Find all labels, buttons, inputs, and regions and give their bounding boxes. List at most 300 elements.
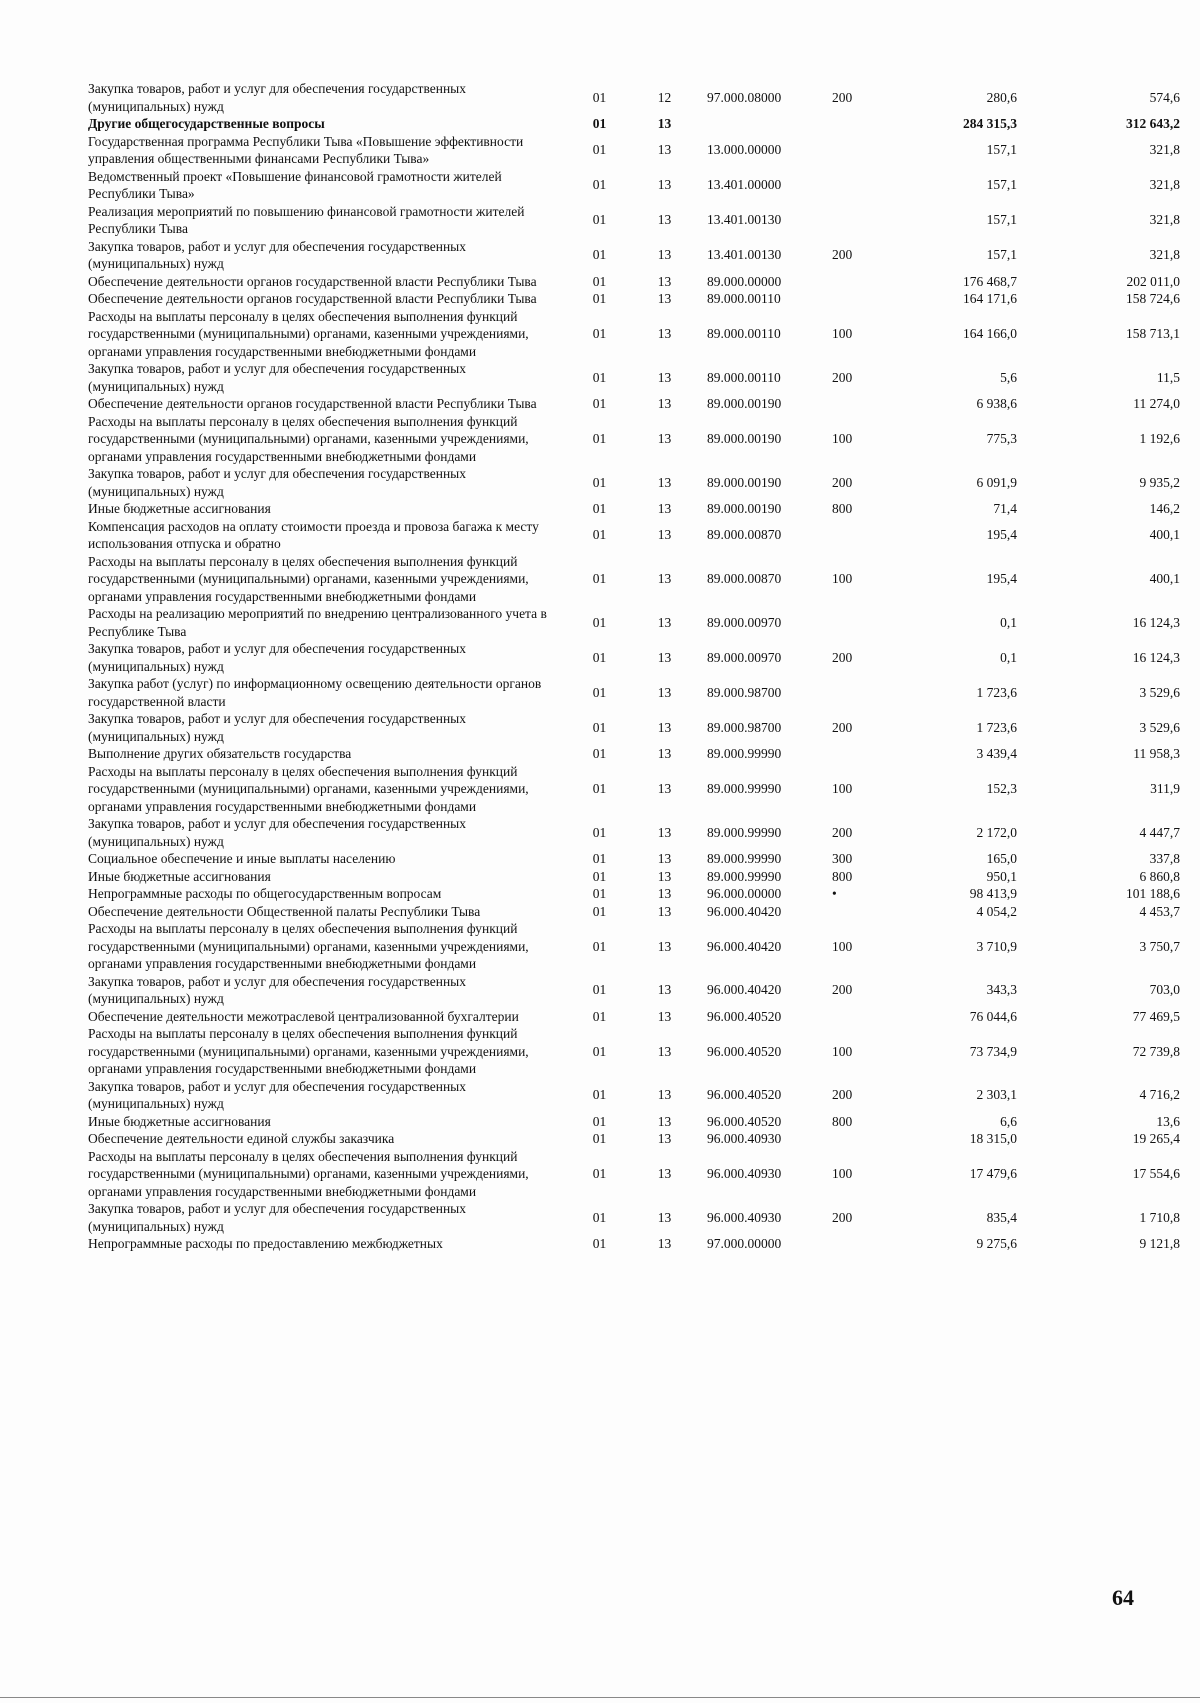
row-subsection: 13: [657, 527, 672, 543]
row-section: 01: [592, 396, 607, 411]
row-amount-2: 337,8: [1149, 851, 1180, 866]
row-expense-type: [832, 518, 887, 553]
row-section: 01: [592, 1113, 607, 1129]
row-section: 01: [592, 1166, 607, 1181]
row-target-article: 89.000.99990: [707, 868, 782, 884]
row-amount-1: 157,1: [986, 247, 1017, 263]
row-amount-2: 6 860,8: [1139, 868, 1180, 884]
row-target-article: 96.000.40930: [707, 1131, 782, 1146]
row-target-article: 89.000.00190: [707, 501, 782, 516]
row-name: Социальное обеспечение и иные выплаты населению: [88, 851, 396, 866]
row-amount-1: 98 413,9: [969, 886, 1017, 901]
row-amount-1: 157,1: [986, 142, 1017, 158]
row-amount-1: 775,3: [986, 431, 1017, 446]
row-section: 01: [592, 1008, 607, 1024]
row-name: Иные бюджетные ассигнования: [88, 501, 271, 516]
row-subsection: 13: [657, 649, 672, 665]
row-subsection: 13: [657, 177, 672, 193]
row-section: 01: [592, 1236, 607, 1251]
row-target-article: 96.000.40520: [707, 1008, 782, 1024]
table-row: [88, 553, 1190, 606]
row-target-article: 89.000.00110: [707, 326, 781, 341]
row-subsection: 13: [657, 868, 672, 884]
row-amount-1: 176 468,7: [963, 273, 1017, 289]
row-section: 01: [592, 431, 607, 446]
row-section: 01: [592, 649, 607, 665]
row-target-article: [697, 115, 832, 133]
row-amount-1: 950,1: [986, 868, 1017, 884]
table-row: [88, 920, 1190, 973]
row-name: Расходы на выплаты персоналу в целях обеспечения выполнения функций государственными (муниципальными) органами, казенными учреждениями, органами управления государственными внебюджетными фондами: [88, 553, 529, 604]
row-amount-2: 311,9: [1150, 781, 1180, 796]
row-amount-2: 16 124,3: [1132, 649, 1180, 665]
row-amount-2: 4 447,7: [1139, 824, 1180, 840]
row-target-article: 89.000.00110: [707, 369, 781, 385]
row-amount-1: 284 315,3: [963, 116, 1017, 131]
row-section: 01: [592, 177, 607, 193]
row-section: 01: [592, 1043, 607, 1059]
row-amount-1: 9 275,6: [976, 1236, 1017, 1251]
row-name: Обеспечение деятельности органов государственной власти Республики Тыва: [88, 291, 537, 306]
row-target-article: 96.000.40420: [707, 982, 782, 998]
row-target-article: 89.000.00190: [707, 474, 782, 490]
row-amount-2: 312 643,2: [1126, 116, 1180, 131]
row-amount-2: 4 453,7: [1139, 903, 1180, 919]
row-amount-2: 703,0: [1149, 982, 1180, 998]
row-amount-1: 164 171,6: [963, 291, 1017, 306]
table-row: [88, 395, 1190, 413]
row-expense-type: 100: [832, 938, 853, 954]
row-name: Иные бюджетные ассигнования: [88, 868, 271, 884]
table-row: [88, 1078, 1190, 1113]
row-target-article: 96.000.40930: [707, 1209, 782, 1225]
row-target-article: 89.000.00000: [707, 273, 782, 289]
row-expense-type: 200: [832, 824, 853, 840]
row-section: 01: [592, 614, 607, 630]
row-subsection: 13: [657, 291, 672, 306]
row-section: 01: [592, 781, 607, 796]
row-target-article: 96.000.40420: [707, 903, 782, 919]
row-subsection: 13: [657, 684, 672, 700]
row-amount-1: 3 710,9: [976, 938, 1017, 954]
row-amount-2: 3 529,6: [1139, 719, 1180, 735]
row-expense-type: [832, 903, 887, 921]
row-amount-1: 0,1: [1000, 649, 1017, 665]
row-subsection: 12: [657, 89, 672, 105]
row-section: 01: [592, 684, 607, 700]
row-section: 01: [592, 501, 607, 516]
row-subsection: 13: [657, 326, 672, 341]
row-name: Расходы на выплаты персоналу в целях обеспечения выполнения функций государственными (муниципальными) органами, казенными учреждениями, органами управления государственными внебюджетными фондами: [88, 413, 529, 464]
row-amount-2: 158 724,6: [1126, 291, 1180, 306]
row-target-article: 89.000.99990: [707, 851, 782, 866]
table-row: [88, 903, 1190, 921]
row-subsection: 13: [657, 1131, 672, 1146]
row-target-article: 13.401.00130: [707, 212, 782, 228]
row-subsection: 13: [657, 614, 672, 630]
row-name: Закупка товаров, работ и услуг для обеспечения государственных (муниципальных) нужд: [88, 711, 467, 744]
row-name: Расходы на выплаты персоналу в целях обеспечения выполнения функций государственными (муниципальными) органами, казенными учреждениями, органами управления государственными внебюджетными фондами: [88, 1148, 529, 1199]
row-section: 01: [592, 903, 607, 919]
row-expense-type: 100: [832, 326, 853, 341]
table-row: [88, 1148, 1190, 1201]
row-subsection: 13: [657, 886, 672, 901]
row-subsection: 13: [657, 1043, 672, 1059]
row-amount-2: 77 469,5: [1132, 1008, 1180, 1024]
table-row: [88, 745, 1190, 763]
row-section: 01: [592, 291, 607, 306]
row-name: Реализация мероприятий по повышению финансовой грамотности жителей Республики Тыва: [88, 203, 525, 236]
row-amount-1: 6 091,9: [976, 474, 1017, 490]
row-expense-type: 800: [832, 868, 853, 884]
row-subsection: 13: [657, 1166, 672, 1181]
row-amount-2: 146,2: [1149, 501, 1180, 516]
table-row: [88, 763, 1190, 816]
table-row: [88, 80, 1190, 115]
row-amount-2: 321,8: [1149, 212, 1180, 228]
budget-table: [88, 80, 1190, 1253]
row-target-article: 89.000.99990: [707, 746, 782, 761]
row-subsection: 13: [657, 369, 672, 385]
row-section: 01: [592, 1209, 607, 1225]
table-row: [88, 115, 1190, 133]
row-subsection: 13: [657, 938, 672, 954]
row-name: Закупка товаров, работ и услуг для обеспечения государственных (муниципальных) нужд: [88, 81, 467, 114]
row-amount-2: 4 716,2: [1139, 1087, 1180, 1103]
row-name: Компенсация расходов на оплату стоимости проезда и провоза багажа к месту использования отпуска и обратно: [88, 518, 539, 551]
row-amount-1: 71,4: [993, 501, 1017, 516]
row-amount-2: 321,8: [1149, 177, 1180, 193]
row-amount-2: 101 188,6: [1126, 886, 1180, 901]
row-section: 01: [592, 247, 607, 263]
row-target-article: 13.401.00130: [707, 247, 782, 263]
row-section: 01: [592, 273, 607, 289]
row-amount-2: 400,1: [1149, 571, 1180, 586]
row-section: 01: [592, 851, 607, 866]
row-target-article: 96.000.40520: [707, 1113, 782, 1129]
row-target-article: 89.000.00970: [707, 614, 782, 630]
row-expense-type: 800: [832, 501, 853, 516]
row-section: 01: [592, 719, 607, 735]
row-expense-type: 100: [832, 781, 853, 796]
row-amount-1: 157,1: [986, 212, 1017, 228]
row-expense-type: [832, 675, 887, 710]
row-expense-type: [832, 203, 887, 238]
row-section: 01: [592, 1087, 607, 1103]
table-body: [88, 80, 1190, 1253]
row-subsection: 13: [657, 781, 672, 796]
row-target-article: 89.000.00970: [707, 649, 782, 665]
row-expense-type: 200: [832, 719, 853, 735]
row-name: Закупка работ (услуг) по информационному освещению деятельности органов государственной власти: [88, 676, 542, 709]
row-amount-1: 3 439,4: [976, 746, 1017, 761]
row-amount-1: 4 054,2: [976, 903, 1017, 919]
row-amount-2: 202 011,0: [1126, 273, 1180, 289]
row-subsection: 13: [657, 1087, 672, 1103]
table-row: [88, 465, 1190, 500]
row-subsection: 13: [657, 273, 672, 289]
row-name: Выполнение других обязательств государства: [88, 746, 352, 761]
row-amount-2: 400,1: [1149, 527, 1180, 543]
table-row: [88, 710, 1190, 745]
row-amount-1: 17 479,6: [969, 1166, 1017, 1181]
table-row: [88, 973, 1190, 1008]
row-expense-type: [832, 1130, 887, 1148]
row-amount-2: 3 750,7: [1139, 938, 1180, 954]
row-amount-2: 158 713,1: [1126, 326, 1180, 341]
table-row: [88, 1235, 1190, 1253]
row-target-article: 96.000.40420: [707, 938, 782, 954]
row-name: Закупка товаров, работ и услуг для обеспечения государственных (муниципальных) нужд: [88, 973, 467, 1006]
row-target-article: 89.000.00870: [707, 527, 782, 543]
row-target-article: 89.000.99990: [707, 781, 782, 796]
row-expense-type: 200: [832, 369, 853, 385]
row-target-article: 96.000.00000: [707, 886, 782, 901]
row-amount-2: 9 121,8: [1139, 1236, 1180, 1251]
row-expense-type: 800: [832, 1113, 853, 1129]
row-name: Обеспечение деятельности органов государственной власти Республики Тыва: [88, 273, 537, 289]
row-subsection: 13: [657, 1236, 672, 1251]
row-amount-2: 72 739,8: [1132, 1043, 1180, 1059]
row-subsection: 13: [657, 247, 672, 263]
row-amount-2: 11 274,0: [1133, 396, 1180, 411]
row-amount-2: 1 710,8: [1139, 1209, 1180, 1225]
row-name: Непрограммные расходы по общегосударственным вопросам: [88, 886, 442, 901]
row-amount-1: 0,1: [1000, 614, 1017, 630]
row-amount-1: 76 044,6: [969, 1008, 1017, 1024]
bottom-rule: [0, 1697, 1200, 1698]
row-subsection: 13: [657, 431, 672, 446]
table-row: [88, 1130, 1190, 1148]
row-expense-type: [832, 290, 887, 308]
table-row: [88, 1025, 1190, 1078]
row-expense-type: 100: [832, 1166, 853, 1181]
row-name: Иные бюджетные ассигнования: [88, 1113, 271, 1129]
row-amount-1: 152,3: [986, 781, 1017, 796]
row-expense-type: [832, 745, 887, 763]
row-section: 01: [592, 824, 607, 840]
row-expense-type: 200: [832, 247, 853, 263]
row-section: 01: [592, 571, 607, 586]
table-row: [88, 290, 1190, 308]
table-row: [88, 815, 1190, 850]
row-amount-1: 73 734,9: [969, 1043, 1017, 1059]
row-amount-1: 6 938,6: [976, 396, 1017, 411]
table-row: [88, 1008, 1190, 1026]
row-amount-2: 17 554,6: [1132, 1166, 1180, 1181]
row-expense-type: 200: [832, 1209, 853, 1225]
row-name: Другие общегосударственные вопросы: [88, 116, 325, 131]
row-expense-type: [832, 273, 887, 291]
row-amount-1: 343,3: [986, 982, 1017, 998]
row-amount-1: 1 723,6: [976, 684, 1017, 700]
row-section: 01: [592, 326, 607, 341]
row-expense-type: [832, 168, 887, 203]
table-row: [88, 168, 1190, 203]
row-expense-type: 300: [832, 851, 853, 866]
table-row: [88, 850, 1190, 868]
row-section: 01: [592, 868, 607, 884]
row-target-article: 96.000.40520: [707, 1043, 782, 1059]
row-amount-2: 9 935,2: [1139, 474, 1180, 490]
row-subsection: 13: [657, 571, 672, 586]
row-expense-type: [832, 395, 887, 413]
row-target-article: 97.000.00000: [707, 1236, 782, 1251]
row-amount-2: 1 192,6: [1139, 431, 1180, 446]
row-target-article: 89.000.98700: [707, 684, 782, 700]
row-target-article: 89.000.00870: [707, 571, 782, 586]
row-section: 01: [592, 369, 607, 385]
row-section: 01: [592, 474, 607, 490]
table-row: [88, 203, 1190, 238]
row-expense-type: [832, 1008, 887, 1026]
row-expense-type: •: [832, 886, 837, 901]
row-name: Ведомственный проект «Повышение финансовой грамотности жителей Республики Тыва»: [88, 168, 502, 201]
row-expense-type: 200: [832, 474, 853, 490]
row-amount-1: 164 166,0: [963, 326, 1017, 341]
row-amount-1: 280,6: [986, 89, 1017, 105]
table-row: [88, 308, 1190, 361]
row-name: Закупка товаров, работ и услуг для обеспечения государственных (муниципальных) нужд: [88, 466, 467, 499]
table-row: [88, 500, 1190, 518]
row-subsection: 13: [657, 982, 672, 998]
row-amount-1: 165,0: [986, 851, 1017, 866]
row-expense-type: [832, 133, 887, 168]
row-subsection: 13: [657, 501, 672, 516]
row-expense-type: 200: [832, 982, 853, 998]
row-subsection: 13: [657, 903, 672, 919]
row-section: 01: [592, 1131, 607, 1146]
row-name: Закупка товаров, работ и услуг для обеспечения государственных (муниципальных) нужд: [88, 641, 467, 674]
row-name: Закупка товаров, работ и услуг для обеспечения государственных (муниципальных) нужд: [88, 238, 467, 271]
row-target-article: 96.000.40520: [707, 1087, 782, 1103]
row-subsection: 13: [657, 396, 672, 411]
row-amount-1: 835,4: [986, 1209, 1017, 1225]
row-name: Закупка товаров, работ и услуг для обеспечения государственных (муниципальных) нужд: [88, 1078, 467, 1111]
row-section: 01: [592, 116, 607, 131]
row-target-article: 89.000.00190: [707, 396, 782, 411]
row-expense-type: [832, 115, 887, 133]
row-section: 01: [592, 886, 607, 901]
table-row: [88, 605, 1190, 640]
row-subsection: 13: [657, 824, 672, 840]
row-expense-type: 200: [832, 1087, 853, 1103]
row-amount-2: 574,6: [1149, 89, 1180, 105]
table-row: [88, 675, 1190, 710]
table-row: [88, 360, 1190, 395]
table-row: [88, 868, 1190, 886]
row-target-article: 97.000.08000: [707, 89, 782, 105]
row-amount-2: 11,5: [1156, 369, 1180, 385]
row-subsection: 13: [657, 474, 672, 490]
row-name: Расходы на выплаты персоналу в целях обеспечения выполнения функций государственными (муниципальными) органами, казенными учреждениями, органами управления государственными внебюджетными фондами: [88, 308, 529, 359]
row-name: Закупка товаров, работ и услуг для обеспечения государственных (муниципальных) нужд: [88, 816, 467, 849]
row-name: Обеспечение деятельности единой службы заказчика: [88, 1131, 395, 1146]
row-subsection: 13: [657, 116, 672, 131]
row-subsection: 13: [657, 1209, 672, 1225]
row-amount-2: 321,8: [1149, 142, 1180, 158]
row-amount-1: 5,6: [1000, 369, 1017, 385]
table-row: [88, 885, 1190, 903]
row-target-article: 89.000.00110: [707, 291, 781, 306]
row-subsection: 13: [657, 719, 672, 735]
row-amount-1: 157,1: [986, 177, 1017, 193]
row-expense-type: 200: [832, 89, 853, 105]
row-amount-1: 1 723,6: [976, 719, 1017, 735]
row-name: Закупка товаров, работ и услуг для обеспечения государственных (муниципальных) нужд: [88, 1201, 467, 1234]
row-target-article: 13.401.00000: [707, 177, 782, 193]
row-target-article: 89.000.99990: [707, 824, 782, 840]
row-amount-1: 6,6: [1000, 1113, 1017, 1129]
row-name: Расходы на выплаты персоналу в целях обеспечения выполнения функций государственными (муниципальными) органами, казенными учреждениями, органами управления государственными внебюджетными фондами: [88, 1026, 529, 1076]
row-amount-2: 19 265,4: [1132, 1131, 1180, 1146]
row-section: 01: [592, 938, 607, 954]
row-name: Расходы на выплаты персоналу в целях обеспечения выполнения функций государственными (муниципальными) органами, казенными учреждениями, органами управления государственными внебюджетными фондами: [88, 763, 529, 814]
table-row: [88, 640, 1190, 675]
row-amount-1: 195,4: [986, 527, 1017, 543]
table-row: [88, 133, 1190, 168]
row-name: Обеспечение деятельности органов государственной власти Республики Тыва: [88, 396, 537, 411]
row-section: 01: [592, 982, 607, 998]
row-subsection: 13: [657, 746, 672, 761]
row-amount-2: 11 958,3: [1133, 746, 1180, 761]
table-row: [88, 1113, 1190, 1131]
row-name: Обеспечение деятельности Общественной палаты Республики Тыва: [88, 903, 481, 919]
row-name: Расходы на выплаты персоналу в целях обеспечения выполнения функций государственными (муниципальными) органами, казенными учреждениями, органами управления государственными внебюджетными фондами: [88, 921, 529, 971]
row-target-article: 89.000.00190: [707, 431, 782, 446]
row-amount-1: 2 172,0: [976, 824, 1017, 840]
row-amount-1: 2 303,1: [976, 1087, 1017, 1103]
row-name: Государственная программа Республики Тыва «Повышение эффективности управления общественными финансами Республики Тыва»: [88, 133, 524, 166]
table-row: [88, 518, 1190, 553]
row-amount-2: 16 124,3: [1132, 614, 1180, 630]
row-target-article: 13.000.00000: [707, 142, 782, 158]
row-expense-type: 100: [832, 1043, 853, 1059]
table-row: [88, 273, 1190, 291]
row-target-article: 96.000.40930: [707, 1166, 782, 1181]
row-amount-1: 195,4: [986, 571, 1017, 586]
row-subsection: 13: [657, 851, 672, 866]
row-section: 01: [592, 142, 607, 158]
row-section: 01: [592, 746, 607, 761]
row-amount-2: 321,8: [1149, 247, 1180, 263]
row-target-article: 89.000.98700: [707, 719, 782, 735]
row-name: Закупка товаров, работ и услуг для обеспечения государственных (муниципальных) нужд: [88, 361, 467, 394]
table-row: [88, 238, 1190, 273]
row-section: 01: [592, 212, 607, 228]
row-subsection: 13: [657, 212, 672, 228]
row-expense-type: 100: [832, 431, 853, 446]
row-expense-type: 200: [832, 649, 853, 665]
row-expense-type: [832, 1235, 887, 1253]
row-amount-2: 3 529,6: [1139, 684, 1180, 700]
row-subsection: 13: [657, 142, 672, 158]
row-section: 01: [592, 89, 607, 105]
row-name: Непрограммные расходы по предоставлению межбюджетных: [88, 1236, 443, 1251]
row-amount-1: 18 315,0: [969, 1131, 1017, 1146]
row-subsection: 13: [657, 1113, 672, 1129]
page-number: 64: [1112, 1585, 1134, 1610]
row-subsection: 13: [657, 1008, 672, 1024]
table-row: [88, 1200, 1190, 1235]
row-expense-type: 100: [832, 571, 853, 586]
table-row: [88, 413, 1190, 466]
row-expense-type: [832, 605, 887, 640]
row-name: Расходы на реализацию мероприятий по внедрению централизованного учета в Республике Тыва: [88, 606, 547, 639]
row-section: 01: [592, 527, 607, 543]
row-name: Обеспечение деятельности межотраслевой централизованной бухгалтерии: [88, 1008, 519, 1024]
row-amount-2: 13,6: [1156, 1113, 1180, 1129]
